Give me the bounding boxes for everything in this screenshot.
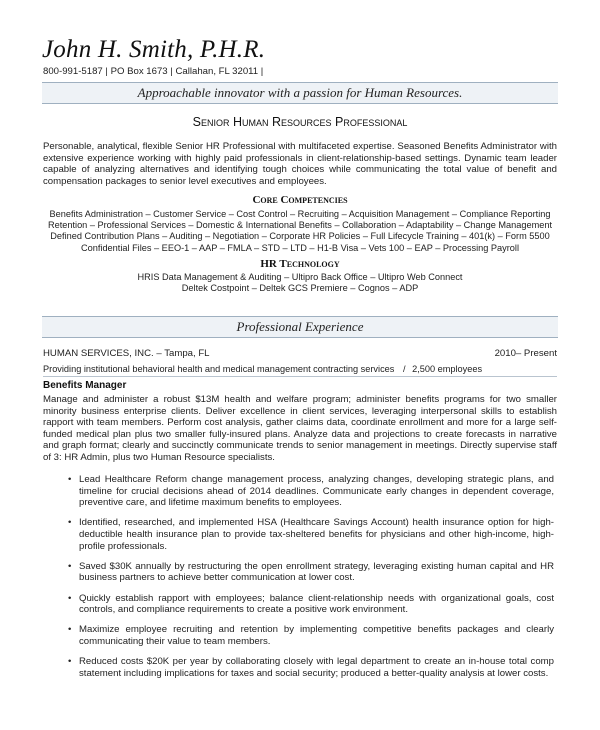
employee-count: 2,500 employees: [412, 364, 483, 374]
list-item: [68, 561, 554, 584]
list-item: [68, 593, 554, 616]
core-competencies-list: [0, 209, 600, 254]
bullet-icon: •: [68, 656, 72, 668]
job-header: [43, 348, 557, 359]
technology-line: HRIS Data Management & Auditing – Ultipro Back Office – Ultipro Web Connect: [137, 272, 463, 282]
competency-line: Benefits Administration – Customer Service – Cost Control – Recruiting – Acquisition Management – Compliance Reporting: [49, 209, 551, 219]
bullet-icon: •: [68, 517, 72, 529]
company-description: [43, 364, 557, 377]
hr-technology-list: [0, 272, 600, 294]
achievement-text: Identified, researched, and implemented HSA (Healthcare Savings Account) health insurance option for high-deductible health insurance plan to provide tax-sheltered benefits for physicians and other high-income, high-profile professionals.: [79, 517, 554, 552]
list-item: [68, 624, 554, 647]
achievement-text: Lead Healthcare Reform change management process, analyzing changes, developing strategic plans, and timeline for crucial decisions ahead of 2014 deadlines. Communicate early changes in dependent coverage, preventive care, and lifetime maximum benefits to employees.: [79, 474, 554, 509]
contact-line: 800-991-5187 | PO Box 1673 | Callahan, FL 32011 |: [43, 66, 264, 77]
tagline: Approachable innovator with a passion for Human Resources.: [137, 85, 463, 100]
technology-line: Deltek Costpoint – Deltek GCS Premiere – Cognos – ADP: [181, 283, 419, 294]
tagline-band: [42, 82, 558, 104]
experience-band: [42, 316, 558, 338]
bullet-icon: •: [68, 624, 72, 636]
bullet-icon: •: [68, 560, 72, 572]
achievement-text: Reduced costs $20K per year by collaborating closely with legal department to create an in-house total comp statement including implications for taxes and social security; produced a better-quality analysis at lower costs.: [79, 656, 554, 679]
core-competencies-heading: Core Competencies: [252, 194, 348, 206]
company-name: HUMAN SERVICES, INC. – Tampa, FL: [43, 348, 210, 359]
list-item: [68, 517, 554, 552]
list-item: [68, 656, 554, 679]
role-overview: Manage and administer a robust $13M health and welfare program; administer benefits programs for two smaller minority business enterprise clients. Deliver excellence in client services, leveraging interpersonal skills to establish rapport with team members. Perform cost analysis, gather claims data, coordinate enrollment and more for a large self-funded medical plan plus two smaller fully-insured plans. Analyze data and projections to create forecasts in narrative and graph format; clearly and succinctly communicate trends to senior management in meetings. Directly supervise staff of 3: HR Admin, plus two Human Resource specialists.: [43, 394, 557, 463]
candidate-name: John H. Smith, P.H.R.: [42, 36, 266, 63]
achievement-list: [68, 474, 554, 688]
bullet-icon: •: [68, 474, 72, 485]
company-description-text: Providing institutional behavioral health and medical management contracting services: [43, 364, 395, 374]
achievement-text: Maximize employee recruiting and retention by implementing competitive benefits packages and clearly communicating their value to team members.: [79, 624, 554, 647]
experience-heading: Professional Experience: [236, 319, 364, 334]
professional-title: Senior Human Resources Professional: [192, 115, 408, 129]
description-separator: /: [402, 364, 406, 374]
list-item: [68, 474, 554, 509]
job-role: Benefits Manager: [43, 380, 127, 391]
competency-line: Defined Contribution Plans – Auditing – Negotiation – Corporate HR Policies – Full Lifecycle Training – 401(k) – Form 5500: [50, 231, 550, 242]
competency-line: Confidential Files – EEO-1 – AAP – FMLA – STD – LTD – H1-B Visa – Vets 100 – EAP – Processing Payroll: [81, 242, 519, 253]
hr-technology-heading: HR Technology: [260, 258, 340, 270]
job-dates: 2010– Present: [494, 348, 557, 359]
achievement-text: Quickly establish rapport with employees; balance client-relationship needs with organizational goals, cost controls, and compliance requirements to create a positive work environment.: [79, 592, 554, 616]
bullet-icon: •: [68, 592, 72, 604]
summary-paragraph: Personable, analytical, flexible Senior HR Professional with multifaceted expertise. Seasoned Benefits Administrator with extensive experience working with highly paid professionals in client-relationship-based settings. Dynamic team leader capable of analyzing alternatives and identifying tough choices while communicating the total value of benefit and compensation packages to senior level executives and employees.: [43, 141, 557, 187]
competency-line: Retention – Professional Services – Domestic & International Benefits – Collaboration – Adaptability – Change Management: [47, 220, 553, 231]
achievement-text: Saved $30K annually by restructuring the open enrollment strategy, leveraging existing human capital and HR business partners to achieve better communication at lower cost.: [79, 560, 554, 584]
